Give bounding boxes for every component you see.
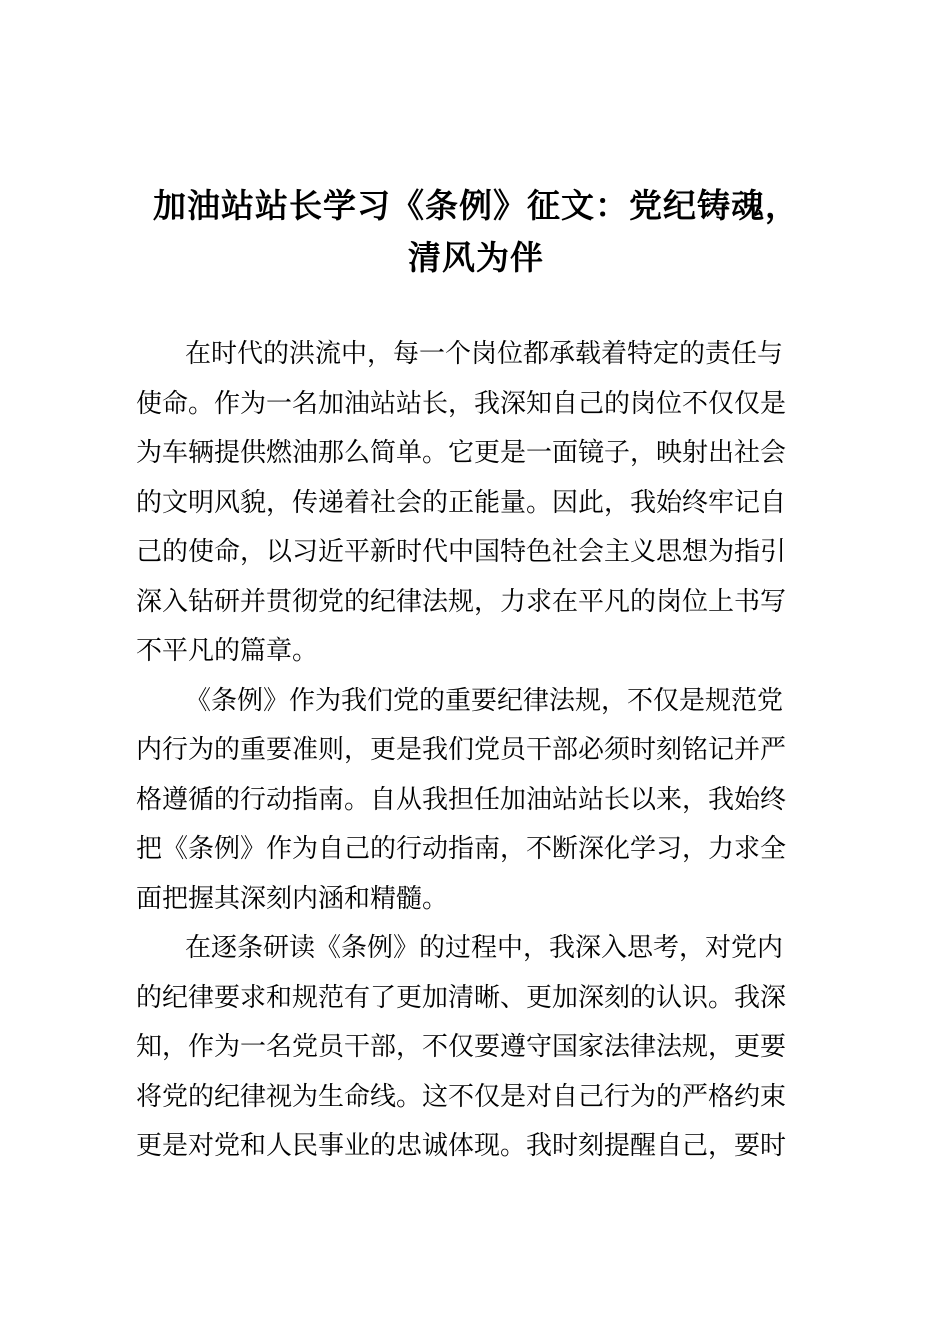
document-title [120,180,832,284]
document-body [136,330,836,1172]
text-line: 将党的纪律视为生命线。这不仅是对自己行为的严格约束 [136,1081,787,1112]
text-line: 不平凡的篇章。 [136,636,319,666]
text-line: 为车辆提供燃油那么简单。它更是一面镜子，映射出社会 [136,438,787,468]
text-line: 更是对党和人民事业的忠诚体现。我时刻提醒自己，要时 [136,1131,787,1161]
text-line: 《条例》作为我们党的重要纪律法规，不仅是规范党 [185,685,784,716]
text-line: 知，作为一名党员干部，不仅要遵守国家法律法规，更要 [136,1032,787,1062]
text-line: 把《条例》作为自己的行动指南，不断深化学习，力求全 [136,834,787,864]
paragraph-1 [136,330,836,677]
text-line: 在时代的洪流中，每一个岗位都承载着特定的责任与 [185,339,784,369]
title-line: 清风为伴 [408,238,544,277]
text-line: 深入钻研并贯彻党的纪律法规，力求在平凡的岗位上书写 [136,586,787,617]
text-line: 的纪律要求和规范有了更加清晰、更加深刻的认识。我深 [136,982,787,1013]
text-line: 内行为的重要准则，更是我们党员干部必须时刻铭记并严 [136,735,787,765]
title-line: 加油站站长学习《条例》征文：党纪铸魂， [153,186,799,225]
text-line: 使命。作为一名加油站站长，我深知自己的岗位不仅仅是 [136,388,787,419]
paragraph-2 [136,677,836,925]
paragraph-3 [136,924,836,1172]
text-line: 己的使命，以习近平新时代中国特色社会主义思想为指引 [136,537,787,567]
text-line: 面把握其深刻内涵和精髓。 [136,883,449,914]
text-line: 在逐条研读《条例》的过程中，我深入思考，对党内 [185,933,784,963]
text-line: 格遵循的行动指南。自从我担任加油站站长以来，我始终 [136,784,787,815]
text-line: 的文明风貌，传递着社会的正能量。因此，我始终牢记自 [136,487,787,518]
